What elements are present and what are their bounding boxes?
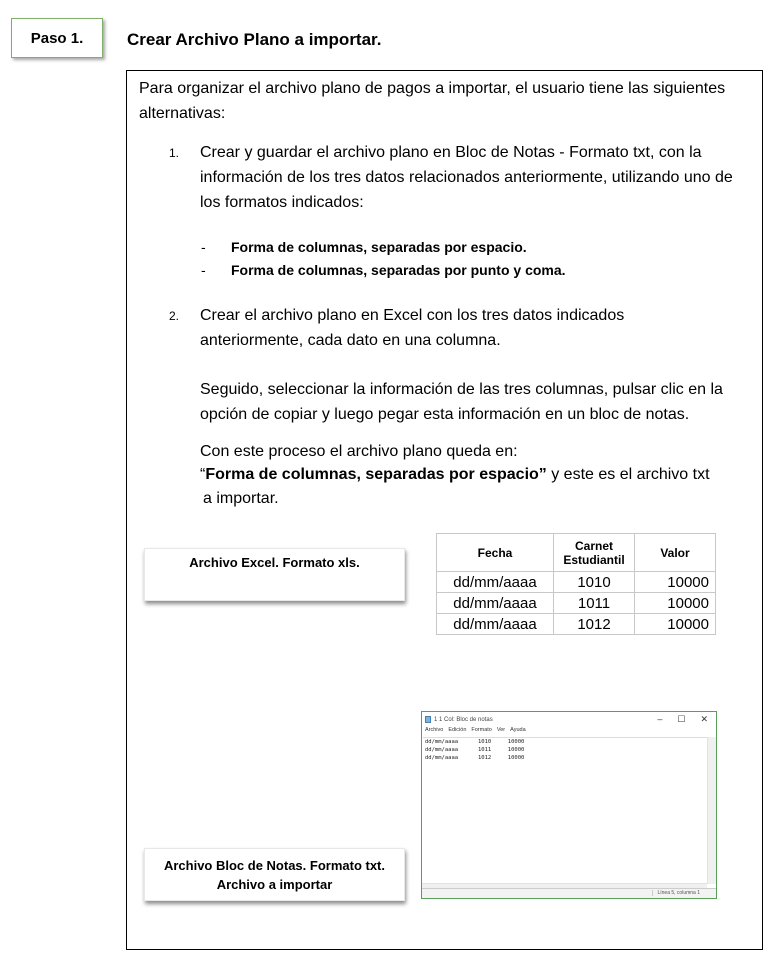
excel-callout-label: Archivo Excel. Formato xls. (189, 555, 360, 570)
bullet-2-dash: - (201, 262, 206, 278)
notepad-callout-line1: Archivo Bloc de Notas. Formato txt. (163, 857, 386, 873)
header-valor: Valor (635, 534, 716, 572)
header-fecha: Fecha (437, 534, 554, 572)
bullet-1-dash: - (201, 239, 206, 255)
notepad-icon (425, 716, 431, 723)
cell-fecha: dd/mm/aaaa (437, 614, 554, 635)
minimize-icon[interactable]: – (657, 714, 663, 724)
step-badge (11, 18, 103, 58)
step-badge-label: Paso 1. (30, 29, 84, 47)
item-2-followup: Seguido, seleccionar la información de las tres columnas, pulsar clic en la opción de copiar y luego pegar esta información en un bloc de notas. (200, 381, 723, 423)
table-row (437, 614, 716, 635)
notepad-statusbar (422, 888, 716, 898)
excel-callout (144, 548, 405, 601)
notepad-callout-line2: Archivo a importar (216, 876, 333, 892)
item-2-result-line3: a importar. (203, 490, 279, 507)
menu-ayuda[interactable]: Ayuda (510, 727, 526, 733)
maximize-icon[interactable]: ☐ (677, 714, 686, 724)
item-1-text: Crear y guardar el archivo plano en Bloc de Notas - Formato txt, con la información de los tres datos relacionados anteriormente, utilizando uno de los formatos indicados: (200, 144, 733, 211)
bullet-2-text: Forma de columnas, separadas por punto y coma. (231, 262, 566, 278)
notepad-menubar (422, 727, 716, 736)
vertical-scrollbar[interactable] (707, 737, 716, 884)
item-2-number: 2. (169, 309, 180, 323)
menu-ver[interactable]: Ver (496, 727, 506, 733)
cell-fecha: dd/mm/aaaa (437, 572, 554, 593)
notepad-line: dd/mm/aaaa 1011 10000 (425, 747, 525, 753)
table-header-row (437, 534, 716, 572)
table-row (437, 593, 716, 614)
notepad-titlebar (422, 712, 716, 727)
cell-valor: 10000 (635, 593, 716, 614)
quote-open: “ (200, 466, 206, 483)
notepad-window (421, 711, 717, 899)
notepad-callout (144, 848, 405, 901)
intro-text: Para organizar el archivo plano de pagos a importar, el usuario tiene las siguientes alternativas: (139, 80, 726, 122)
cell-carnet: 1010 (554, 572, 635, 593)
menu-formato[interactable]: Formato (471, 727, 492, 733)
cell-valor: 10000 (635, 614, 716, 635)
cell-carnet: 1012 (554, 614, 635, 635)
excel-table (436, 533, 716, 635)
step-title: Crear Archivo Plano a importar. (127, 30, 382, 49)
menu-archivo[interactable]: Archivo (425, 727, 444, 733)
item-2-result-line1: Con este proceso el archivo plano queda en: (200, 443, 518, 460)
result-bold: Forma de columnas, separadas por espacio” (205, 466, 547, 483)
menu-edicion[interactable]: Edición (448, 727, 467, 733)
notepad-line: dd/mm/aaaa 1012 10000 (425, 755, 525, 761)
cell-fecha: dd/mm/aaaa (437, 593, 554, 614)
result-rest: y este es el archivo txt (546, 466, 710, 483)
close-icon[interactable]: ✕ (700, 714, 708, 724)
status-position: Línea 5, columna 1 (652, 890, 700, 896)
header-carnet: Carnet Estudiantil (554, 534, 635, 572)
table-row (437, 572, 716, 593)
item-2-text: Crear el archivo plano en Excel con los tres datos indicados anteriormente, cada dato en una columna. (200, 307, 625, 349)
item-2-result-line2 (200, 462, 710, 487)
cell-valor: 10000 (635, 572, 716, 593)
notepad-line: dd/mm/aaaa 1010 10000 (425, 739, 525, 745)
cell-carnet: 1011 (554, 593, 635, 614)
notepad-title: 1 1 Col: Bloc de notas (434, 716, 493, 723)
notepad-text-area[interactable] (423, 737, 707, 884)
bullet-1-text: Forma de columnas, separadas por espacio. (231, 239, 527, 255)
item-1-number: 1. (169, 146, 180, 160)
